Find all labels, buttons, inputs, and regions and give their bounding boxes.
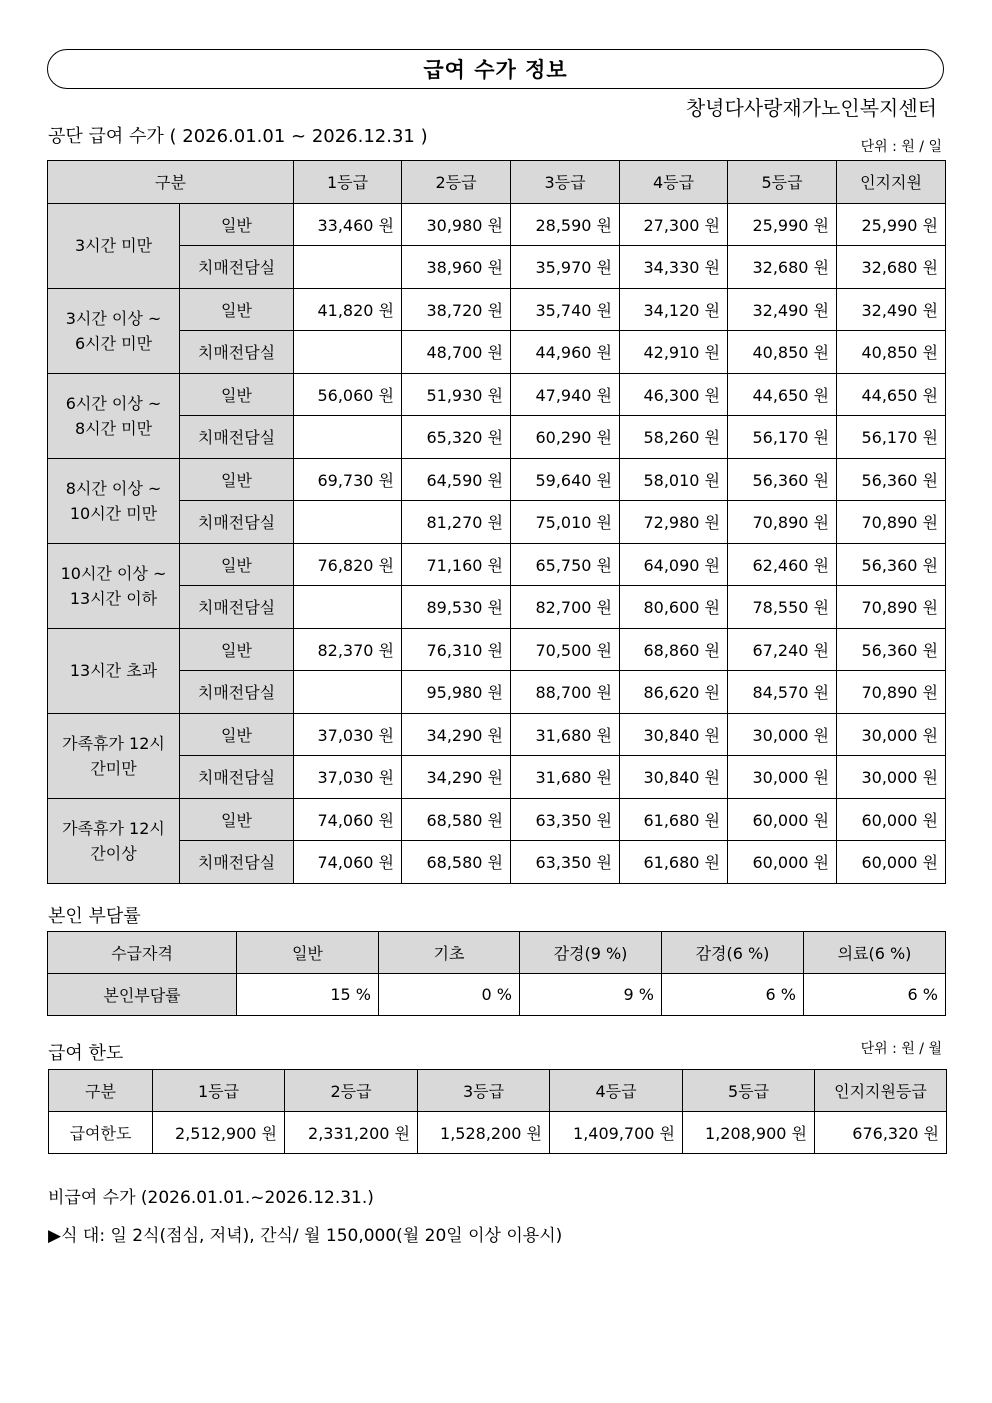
fee-value-cell: 30,000 원 bbox=[837, 713, 946, 756]
service-type-label: 치매전담실 bbox=[180, 331, 294, 374]
fee-value-cell: 40,850 원 bbox=[837, 331, 946, 374]
copay-row-label: 본인부담률 bbox=[48, 974, 237, 1016]
fee-value-cell: 65,750 원 bbox=[511, 543, 620, 586]
meal-note: ▶식 대: 일 2식(점심, 저녁), 간식/ 월 150,000(월 20일 이상 이용시) bbox=[48, 1226, 563, 1246]
limit-unit-label: 단위 : 원 / 월 bbox=[860, 1041, 942, 1057]
fee-value-cell: 34,120 원 bbox=[620, 288, 728, 331]
time-group-label: 13시간 초과 bbox=[48, 628, 180, 713]
service-type-label: 치매전담실 bbox=[180, 586, 294, 629]
fee-value-cell: 64,090 원 bbox=[620, 543, 728, 586]
fee-value-cell bbox=[294, 246, 402, 289]
time-group-label: 3시간 미만 bbox=[48, 203, 180, 288]
fee-row bbox=[48, 458, 946, 501]
fee-value-cell: 68,580 원 bbox=[402, 798, 511, 841]
fee-value-cell: 86,620 원 bbox=[620, 671, 728, 714]
fee-value-cell: 60,000 원 bbox=[837, 798, 946, 841]
fee-value-cell: 76,820 원 bbox=[294, 543, 402, 586]
fee-value-cell bbox=[294, 671, 402, 714]
limit-header-cell: 5등급 bbox=[683, 1070, 815, 1112]
limit-value-cell: 1,409,700 원 bbox=[550, 1112, 683, 1154]
fee-value-cell: 41,820 원 bbox=[294, 288, 402, 331]
fee-value-cell: 65,320 원 bbox=[402, 416, 511, 459]
fee-row bbox=[48, 713, 946, 756]
fee-value-cell: 33,460 원 bbox=[294, 203, 402, 246]
limit-value-cell: 676,320 원 bbox=[815, 1112, 947, 1154]
fee-table bbox=[47, 160, 946, 884]
fee-header-cell: 2등급 bbox=[402, 161, 511, 204]
fee-value-cell: 47,940 원 bbox=[511, 373, 620, 416]
service-type-label: 일반 bbox=[180, 203, 294, 246]
service-type-label: 일반 bbox=[180, 288, 294, 331]
copay-rate-cell: 15 % bbox=[237, 974, 379, 1016]
fee-value-cell bbox=[294, 586, 402, 629]
fee-row bbox=[48, 543, 946, 586]
fee-value-cell: 40,850 원 bbox=[728, 331, 837, 374]
fee-value-cell: 59,640 원 bbox=[511, 458, 620, 501]
service-type-label: 일반 bbox=[180, 373, 294, 416]
fee-row bbox=[48, 373, 946, 416]
copay-rate-cell: 6 % bbox=[804, 974, 946, 1016]
fee-value-cell: 56,170 원 bbox=[728, 416, 837, 459]
fee-row bbox=[48, 798, 946, 841]
time-group-label: 가족휴가 12시 간미만 bbox=[48, 713, 180, 798]
fee-row bbox=[48, 246, 946, 289]
fee-unit-label: 단위 : 원 / 일 bbox=[860, 139, 942, 155]
service-type-label: 치매전담실 bbox=[180, 501, 294, 544]
service-type-label: 치매전담실 bbox=[180, 756, 294, 799]
fee-value-cell: 72,980 원 bbox=[620, 501, 728, 544]
limit-header-cell: 3등급 bbox=[418, 1070, 550, 1112]
fee-value-cell: 34,290 원 bbox=[402, 756, 511, 799]
fee-value-cell: 61,680 원 bbox=[620, 798, 728, 841]
time-group-label: 3시간 이상 ~ 6시간 미만 bbox=[48, 288, 180, 373]
fee-value-cell: 30,000 원 bbox=[837, 756, 946, 799]
service-type-label: 치매전담실 bbox=[180, 246, 294, 289]
fee-row bbox=[48, 416, 946, 459]
fee-value-cell: 60,000 원 bbox=[837, 841, 946, 884]
fee-value-cell: 48,700 원 bbox=[402, 331, 511, 374]
fee-value-cell: 32,680 원 bbox=[837, 246, 946, 289]
fee-value-cell: 60,000 원 bbox=[728, 798, 837, 841]
fee-value-cell: 30,980 원 bbox=[402, 203, 511, 246]
copay-table bbox=[47, 931, 946, 1016]
copay-header-cell: 기초 bbox=[379, 932, 520, 974]
fee-value-cell: 70,890 원 bbox=[728, 501, 837, 544]
center-name: 창녕다사랑재가노인복지센터 bbox=[685, 96, 937, 120]
fee-value-cell: 63,350 원 bbox=[511, 841, 620, 884]
limit-header-cell: 2등급 bbox=[285, 1070, 418, 1112]
fee-value-cell: 35,970 원 bbox=[511, 246, 620, 289]
service-type-label: 일반 bbox=[180, 798, 294, 841]
time-group-label: 10시간 이상 ~ 13시간 이하 bbox=[48, 543, 180, 628]
copay-header-row bbox=[48, 932, 946, 974]
fee-value-cell: 60,290 원 bbox=[511, 416, 620, 459]
fee-row bbox=[48, 628, 946, 671]
fee-value-cell: 56,360 원 bbox=[837, 628, 946, 671]
time-group-label: 8시간 이상 ~ 10시간 미만 bbox=[48, 458, 180, 543]
fee-value-cell: 31,680 원 bbox=[511, 713, 620, 756]
fee-header-row bbox=[48, 161, 946, 204]
fee-value-cell: 56,360 원 bbox=[837, 543, 946, 586]
service-type-label: 치매전담실 bbox=[180, 841, 294, 884]
fee-value-cell: 30,840 원 bbox=[620, 713, 728, 756]
service-type-label: 일반 bbox=[180, 628, 294, 671]
fee-value-cell: 31,680 원 bbox=[511, 756, 620, 799]
fee-value-cell: 78,550 원 bbox=[728, 586, 837, 629]
fee-value-cell: 30,000 원 bbox=[728, 713, 837, 756]
fee-value-cell: 42,910 원 bbox=[620, 331, 728, 374]
limit-row bbox=[49, 1112, 947, 1154]
limit-value-cell: 1,528,200 원 bbox=[418, 1112, 550, 1154]
limit-value-cell: 1,208,900 원 bbox=[683, 1112, 815, 1154]
fee-section-title: 공단 급여 수가 ( 2026.01.01 ~ 2026.12.31 ) bbox=[48, 126, 428, 147]
fee-value-cell: 44,960 원 bbox=[511, 331, 620, 374]
fee-value-cell: 58,260 원 bbox=[620, 416, 728, 459]
fee-header-cell: 인지지원 bbox=[837, 161, 946, 204]
limit-header-cell: 구분 bbox=[49, 1070, 153, 1112]
fee-value-cell bbox=[294, 501, 402, 544]
fee-value-cell: 71,160 원 bbox=[402, 543, 511, 586]
fee-row bbox=[48, 671, 946, 714]
fee-value-cell: 44,650 원 bbox=[728, 373, 837, 416]
fee-value-cell: 32,680 원 bbox=[728, 246, 837, 289]
fee-row bbox=[48, 331, 946, 374]
fee-value-cell: 80,600 원 bbox=[620, 586, 728, 629]
fee-value-cell: 69,730 원 bbox=[294, 458, 402, 501]
service-type-label: 치매전담실 bbox=[180, 416, 294, 459]
fee-header-cell: 4등급 bbox=[620, 161, 728, 204]
fee-value-cell: 60,000 원 bbox=[728, 841, 837, 884]
fee-row bbox=[48, 288, 946, 331]
copay-rate-cell: 6 % bbox=[662, 974, 804, 1016]
time-group-label: 가족휴가 12시 간이상 bbox=[48, 798, 180, 883]
fee-value-cell: 56,170 원 bbox=[837, 416, 946, 459]
non-covered-title: 비급여 수가 (2026.01.01.~2026.12.31.) bbox=[48, 1188, 374, 1208]
fee-value-cell: 51,930 원 bbox=[402, 373, 511, 416]
fee-value-cell: 70,500 원 bbox=[511, 628, 620, 671]
fee-value-cell: 56,060 원 bbox=[294, 373, 402, 416]
copay-rate-cell: 0 % bbox=[379, 974, 520, 1016]
service-type-label: 일반 bbox=[180, 543, 294, 586]
fee-value-cell bbox=[294, 331, 402, 374]
fee-value-cell: 89,530 원 bbox=[402, 586, 511, 629]
fee-value-cell: 81,270 원 bbox=[402, 501, 511, 544]
fee-row bbox=[48, 586, 946, 629]
fee-value-cell: 76,310 원 bbox=[402, 628, 511, 671]
fee-header-cell: 5등급 bbox=[728, 161, 837, 204]
limit-section-title: 급여 한도 bbox=[48, 1043, 124, 1064]
fee-header-cell: 3등급 bbox=[511, 161, 620, 204]
fee-value-cell: 74,060 원 bbox=[294, 798, 402, 841]
fee-value-cell: 37,030 원 bbox=[294, 756, 402, 799]
limit-row-label: 급여한도 bbox=[49, 1112, 153, 1154]
fee-value-cell: 82,370 원 bbox=[294, 628, 402, 671]
copay-row bbox=[48, 974, 946, 1016]
fee-value-cell: 38,720 원 bbox=[402, 288, 511, 331]
time-group-label: 6시간 이상 ~ 8시간 미만 bbox=[48, 373, 180, 458]
limit-header-row bbox=[49, 1070, 947, 1112]
fee-row bbox=[48, 501, 946, 544]
copay-header-cell: 의료(6 %) bbox=[804, 932, 946, 974]
fee-value-cell: 64,590 원 bbox=[402, 458, 511, 501]
fee-value-cell: 70,890 원 bbox=[837, 501, 946, 544]
fee-value-cell: 68,580 원 bbox=[402, 841, 511, 884]
fee-value-cell: 30,840 원 bbox=[620, 756, 728, 799]
fee-value-cell: 34,330 원 bbox=[620, 246, 728, 289]
service-type-label: 치매전담실 bbox=[180, 671, 294, 714]
fee-value-cell: 56,360 원 bbox=[837, 458, 946, 501]
copay-header-cell: 감경(6 %) bbox=[662, 932, 804, 974]
fee-value-cell: 68,860 원 bbox=[620, 628, 728, 671]
limit-header-cell: 인지지원등급 bbox=[815, 1070, 947, 1112]
limit-header-cell: 1등급 bbox=[153, 1070, 285, 1112]
fee-value-cell: 27,300 원 bbox=[620, 203, 728, 246]
fee-value-cell: 75,010 원 bbox=[511, 501, 620, 544]
fee-value-cell: 62,460 원 bbox=[728, 543, 837, 586]
copay-rate-cell: 9 % bbox=[520, 974, 662, 1016]
page-title: 급여 수가 정보 bbox=[47, 49, 944, 89]
service-type-label: 일반 bbox=[180, 458, 294, 501]
fee-value-cell: 28,590 원 bbox=[511, 203, 620, 246]
fee-value-cell: 37,030 원 bbox=[294, 713, 402, 756]
fee-header-cell: 구분 bbox=[48, 161, 294, 204]
fee-value-cell bbox=[294, 416, 402, 459]
fee-value-cell: 95,980 원 bbox=[402, 671, 511, 714]
fee-value-cell: 82,700 원 bbox=[511, 586, 620, 629]
service-type-label: 일반 bbox=[180, 713, 294, 756]
copay-header-cell: 감경(9 %) bbox=[520, 932, 662, 974]
fee-row bbox=[48, 203, 946, 246]
fee-value-cell: 44,650 원 bbox=[837, 373, 946, 416]
copay-header-cell: 일반 bbox=[237, 932, 379, 974]
limit-header-cell: 4등급 bbox=[550, 1070, 683, 1112]
fee-value-cell: 63,350 원 bbox=[511, 798, 620, 841]
fee-value-cell: 38,960 원 bbox=[402, 246, 511, 289]
copay-header-cell: 수급자격 bbox=[48, 932, 237, 974]
fee-value-cell: 32,490 원 bbox=[728, 288, 837, 331]
fee-value-cell: 70,890 원 bbox=[837, 671, 946, 714]
limit-value-cell: 2,512,900 원 bbox=[153, 1112, 285, 1154]
fee-header-cell: 1등급 bbox=[294, 161, 402, 204]
fee-row bbox=[48, 841, 946, 884]
fee-value-cell: 88,700 원 bbox=[511, 671, 620, 714]
fee-row bbox=[48, 756, 946, 799]
limit-table bbox=[48, 1069, 947, 1154]
fee-value-cell: 32,490 원 bbox=[837, 288, 946, 331]
fee-value-cell: 84,570 원 bbox=[728, 671, 837, 714]
limit-value-cell: 2,331,200 원 bbox=[285, 1112, 418, 1154]
fee-value-cell: 46,300 원 bbox=[620, 373, 728, 416]
fee-value-cell: 56,360 원 bbox=[728, 458, 837, 501]
fee-value-cell: 25,990 원 bbox=[728, 203, 837, 246]
fee-value-cell: 70,890 원 bbox=[837, 586, 946, 629]
fee-value-cell: 61,680 원 bbox=[620, 841, 728, 884]
fee-value-cell: 35,740 원 bbox=[511, 288, 620, 331]
fee-value-cell: 30,000 원 bbox=[728, 756, 837, 799]
copay-section-title: 본인 부담률 bbox=[48, 906, 141, 927]
fee-value-cell: 74,060 원 bbox=[294, 841, 402, 884]
fee-value-cell: 25,990 원 bbox=[837, 203, 946, 246]
fee-value-cell: 34,290 원 bbox=[402, 713, 511, 756]
fee-value-cell: 58,010 원 bbox=[620, 458, 728, 501]
fee-value-cell: 67,240 원 bbox=[728, 628, 837, 671]
